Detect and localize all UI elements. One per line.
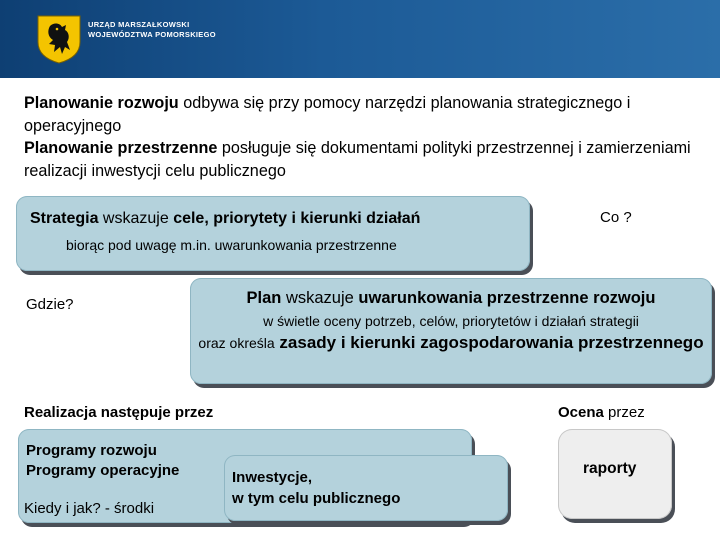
strategy-heading bbox=[30, 210, 420, 228]
gdzie-label: Gdzie? bbox=[26, 296, 74, 313]
intro-text bbox=[24, 92, 714, 182]
plan-heading bbox=[194, 287, 708, 310]
plan-line-2: w świetle oceny potrzeb, celów, priorytetów i działań strategii bbox=[263, 313, 639, 329]
header-bar bbox=[0, 0, 720, 78]
raporty-label: raporty bbox=[583, 460, 637, 477]
strategy-box bbox=[16, 196, 530, 271]
griffin-crest-icon bbox=[36, 14, 82, 64]
org-line-1: URZĄD MARSZAŁKOWSKI bbox=[88, 20, 190, 29]
realizacja-label: Realizacja następuje przez bbox=[24, 404, 214, 421]
plan-line3-bold: zasady i kierunki zagospodarowania przestrzennego bbox=[279, 333, 704, 352]
plan-bold: uwarunkowania przestrzenne rozwoju bbox=[358, 289, 656, 307]
intro-p1-bold: Planowanie rozwoju bbox=[24, 94, 179, 112]
investments-line-1: Inwestycje, bbox=[232, 469, 313, 486]
org-line-2: WOJEWÓDZTWA POMORSKIEGO bbox=[88, 30, 216, 39]
ocena-label bbox=[558, 404, 645, 421]
plan-line-3 bbox=[194, 332, 708, 354]
programs-line-1: Programy rozwoju bbox=[26, 442, 157, 459]
organization-name bbox=[88, 20, 216, 40]
plan-line3-pre: oraz określa bbox=[198, 335, 275, 351]
strategy-lead: Strategia bbox=[30, 210, 99, 227]
intro-paragraph-1 bbox=[24, 92, 714, 137]
programs-line-2: Programy operacyjne bbox=[26, 462, 180, 479]
intro-p2-bold: Planowanie przestrzenne bbox=[24, 139, 218, 157]
co-label: Co ? bbox=[600, 209, 632, 226]
plan-mid: wskazuje bbox=[285, 289, 354, 307]
intro-p1-rest: odbywa się przy pomocy narzędzi planowania strategicznego i operacyjnego bbox=[24, 94, 631, 135]
kiedy-label: Kiedy i jak? - środki bbox=[24, 500, 155, 517]
plan-lead: Plan bbox=[246, 289, 282, 307]
investments-line-2: w tym celu publicznego bbox=[232, 490, 401, 507]
strategy-bold: cele, priorytety i kierunki działań bbox=[173, 210, 421, 227]
intro-paragraph-2 bbox=[24, 137, 714, 182]
plan-text bbox=[194, 287, 708, 354]
investments-text bbox=[232, 467, 400, 509]
intro-p2-rest: posługuje się dokumentami polityki przestrzennej i zamierzeniami realizacji inwestycji celu publicznego bbox=[24, 139, 691, 180]
programs-text bbox=[26, 441, 179, 481]
ocena-rest: przez bbox=[608, 404, 645, 421]
strategy-mid: wskazuje bbox=[102, 210, 169, 227]
ocena-bold: Ocena bbox=[558, 404, 604, 421]
strategy-subtext: biorąc pod uwagę m.in. uwarunkowania przestrzenne bbox=[66, 237, 397, 253]
